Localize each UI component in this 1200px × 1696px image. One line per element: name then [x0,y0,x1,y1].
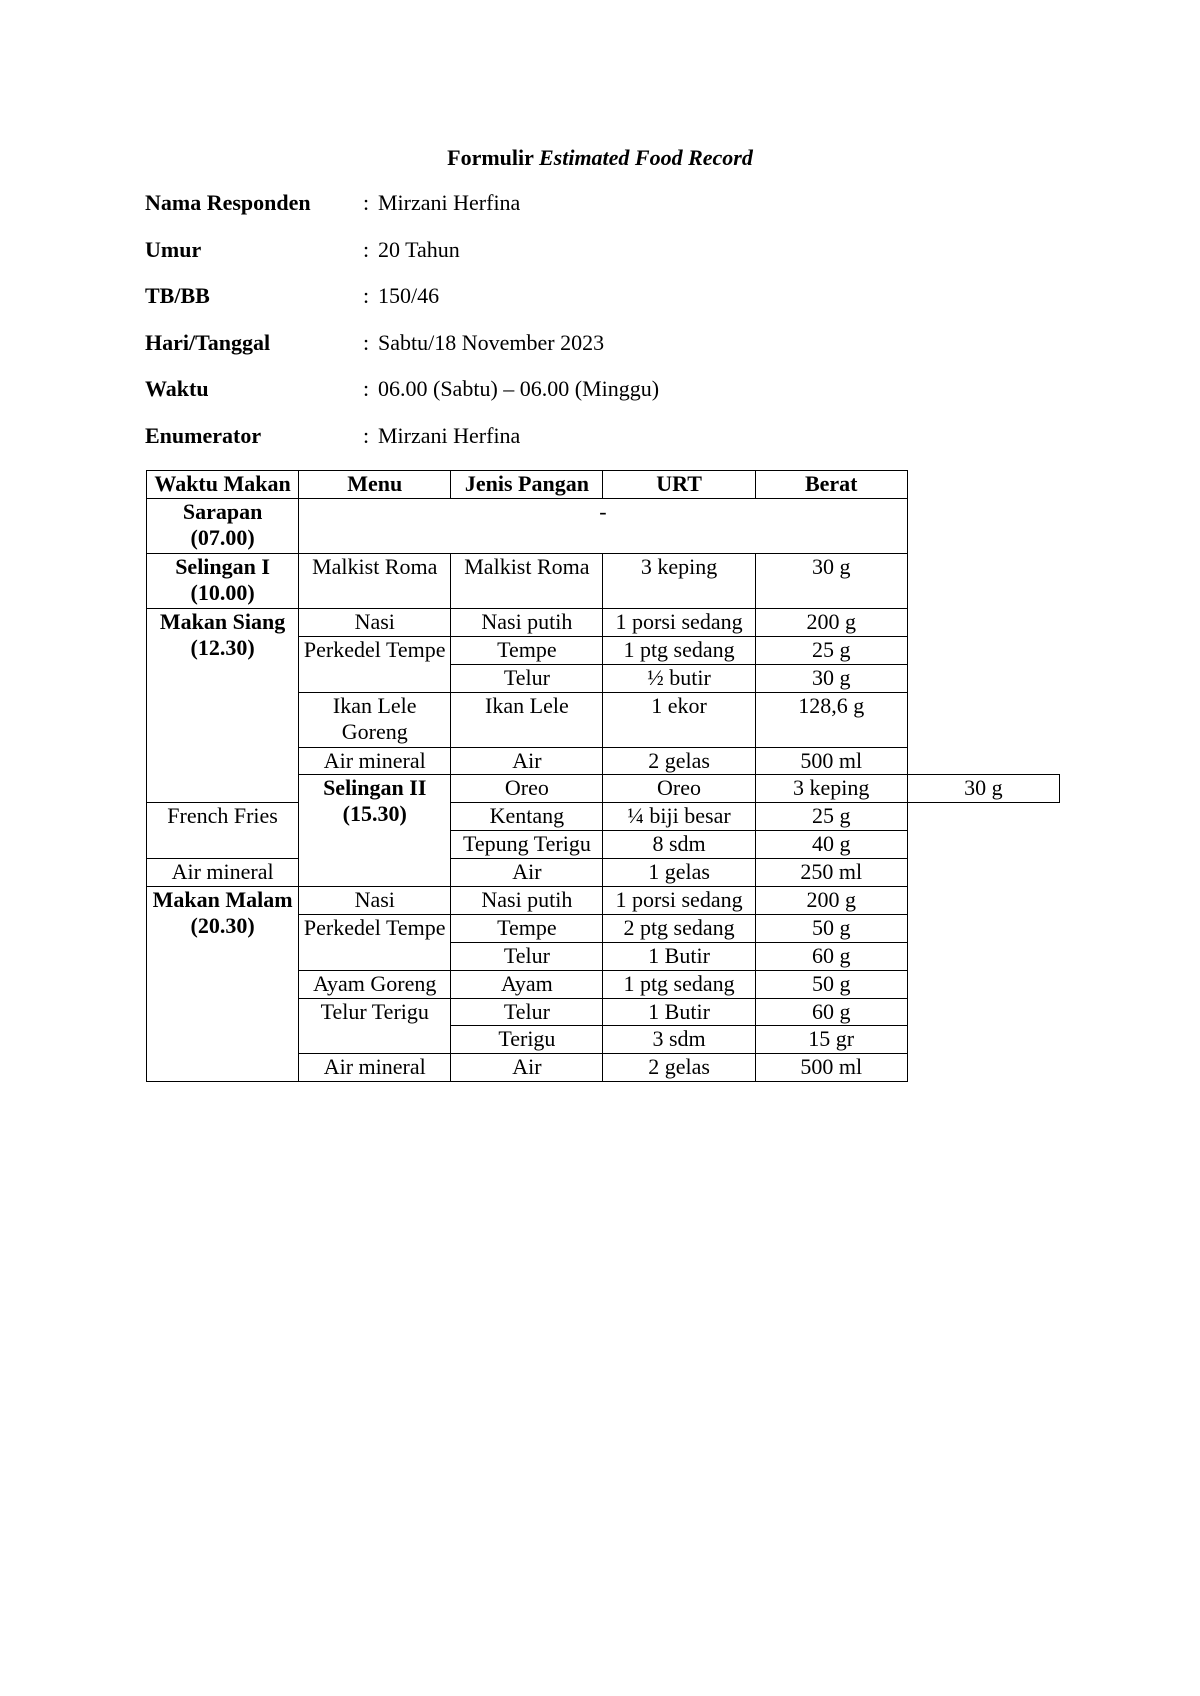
jenis-cell: Nasi putih [451,608,603,636]
menu-cell: Air mineral [299,747,451,775]
meal-time: (12.30) [190,634,255,660]
info-row-enumerator [145,423,1045,470]
urt-cell: 2 ptg sedang [603,914,755,942]
berat-cell: 50 g [755,914,907,942]
info-label: Enumerator [145,422,262,448]
meal-time: (10.00) [190,579,255,605]
info-value: 06.00 (Sabtu) – 06.00 (Minggu) [378,376,660,401]
jenis-cell: Air [451,859,603,887]
menu-cell: Nasi [299,887,451,915]
urt-cell: 1 gelas [603,859,755,887]
meal-cell [299,775,451,887]
berat-cell: 500 ml [755,747,907,775]
empty-cell: - [299,498,908,553]
info-label: TB/BB [145,283,210,308]
menu-cell: Telur Terigu [299,998,451,1054]
urt-cell: 1 Butir [603,942,755,970]
jenis-cell: Telur [451,942,603,970]
urt-cell: 1 Butir [603,998,755,1026]
menu-cell: Ayam Goreng [299,970,451,998]
jenis-cell: Air [451,747,603,775]
meal-cell [147,498,299,553]
urt-cell: 2 gelas [603,1054,755,1082]
menu-cell: Oreo [451,775,603,803]
document-title [0,145,1200,171]
table-row [147,553,1060,608]
header-menu: Menu [299,471,451,499]
header-waktu-makan: Waktu Makan [147,471,299,499]
info-value: Mirzani Herfina [378,422,521,448]
meal-name: Makan Siang [159,608,286,634]
info-colon: : [363,190,370,215]
info-value: Mirzani Herfina [378,190,521,215]
meal-cell [147,608,299,802]
table-row [147,608,1060,636]
berat-cell: 50 g [755,970,907,998]
info-label: Waktu [145,376,209,401]
header-jenis-pangan: Jenis Pangan [451,471,603,499]
menu-cell: Perkedel Tempe [299,636,451,692]
berat-cell: 25 g [755,803,907,831]
jenis-cell: Tepung Terigu [451,831,603,859]
jenis-cell: Ayam [451,970,603,998]
header-berat: Berat [755,471,907,499]
info-row-waktu [145,376,1045,423]
table-row [147,498,1060,553]
table-header-row [147,471,1060,499]
meal-name: Makan Malam [152,887,293,913]
info-row-nama [145,190,1045,237]
jenis-cell: Telur [451,664,603,692]
menu-cell: French Fries [147,803,299,859]
urt-cell: 3 keping [755,775,907,803]
info-colon: : [363,329,370,355]
berat-cell: 40 g [755,831,907,859]
info-colon: : [363,422,370,448]
title-prefix: Formulir [447,145,534,170]
respondent-info [145,190,1045,469]
info-label: Umur [145,236,202,262]
table-row [147,887,1060,915]
info-colon: : [363,283,370,308]
berat-cell: 250 ml [755,859,907,887]
info-label: Nama Responden [145,190,311,215]
jenis-cell: Telur [451,998,603,1026]
meal-name: Sarapan [182,498,263,524]
info-value: Sabtu/18 November 2023 [378,329,605,355]
info-colon: : [363,236,370,262]
info-value: 150/46 [378,283,440,308]
urt-cell: 2 gelas [603,747,755,775]
berat-cell: 30 g [907,775,1059,803]
jenis-cell: Air [451,1054,603,1082]
urt-cell: 1 ptg sedang [603,636,755,664]
jenis-cell: Malkist Roma [451,553,603,608]
menu-cell: Perkedel Tempe [299,914,451,970]
meal-name: Selingan II [323,775,427,801]
meal-name: Selingan I [175,553,270,579]
info-label: Hari/Tanggal [145,329,271,355]
berat-cell: 200 g [755,887,907,915]
table-row [147,803,1060,831]
menu-cell: Malkist Roma [299,553,451,608]
berat-cell: 200 g [755,608,907,636]
berat-cell: 15 gr [755,1026,907,1054]
title-italic: Estimated Food Record [538,145,753,170]
food-record-table [146,470,1060,1082]
meal-time: (20.30) [190,913,255,939]
menu-cell: Ikan Lele Goreng [299,692,451,747]
berat-cell: 60 g [755,942,907,970]
table-row [147,859,1060,887]
jenis-cell: Nasi putih [451,887,603,915]
berat-cell: 25 g [755,636,907,664]
meal-cell [147,553,299,608]
info-row-umur [145,237,1045,284]
menu-cell: Air mineral [299,1054,451,1082]
urt-cell: 1 porsi sedang [603,608,755,636]
jenis-cell: Terigu [451,1026,603,1054]
urt-cell: 3 sdm [603,1026,755,1054]
urt-cell: ¼ biji besar [603,803,755,831]
menu-cell: Air mineral [147,859,299,887]
jenis-cell: Oreo [603,775,755,803]
jenis-cell: Tempe [451,636,603,664]
berat-cell: 128,6 g [755,692,907,747]
info-value: 20 Tahun [378,236,460,262]
berat-cell: 30 g [755,553,907,608]
jenis-cell: Ikan Lele [451,692,603,747]
urt-cell: 1 ekor [603,692,755,747]
header-urt: URT [603,471,755,499]
urt-cell: 1 porsi sedang [603,887,755,915]
urt-cell: 8 sdm [603,831,755,859]
info-colon: : [363,376,370,401]
menu-cell: Nasi [299,608,451,636]
urt-cell: ½ butir [603,664,755,692]
info-row-hari-tanggal [145,330,1045,377]
urt-cell: 3 keping [603,553,755,608]
berat-cell: 60 g [755,998,907,1026]
jenis-cell: Tempe [451,914,603,942]
meal-cell [147,887,299,1082]
meal-time: (07.00) [190,524,255,550]
berat-cell: 500 ml [755,1054,907,1082]
info-row-tbbb [145,283,1045,330]
jenis-cell: Kentang [451,803,603,831]
urt-cell: 1 ptg sedang [603,970,755,998]
meal-time: (15.30) [342,801,407,827]
berat-cell: 30 g [755,664,907,692]
